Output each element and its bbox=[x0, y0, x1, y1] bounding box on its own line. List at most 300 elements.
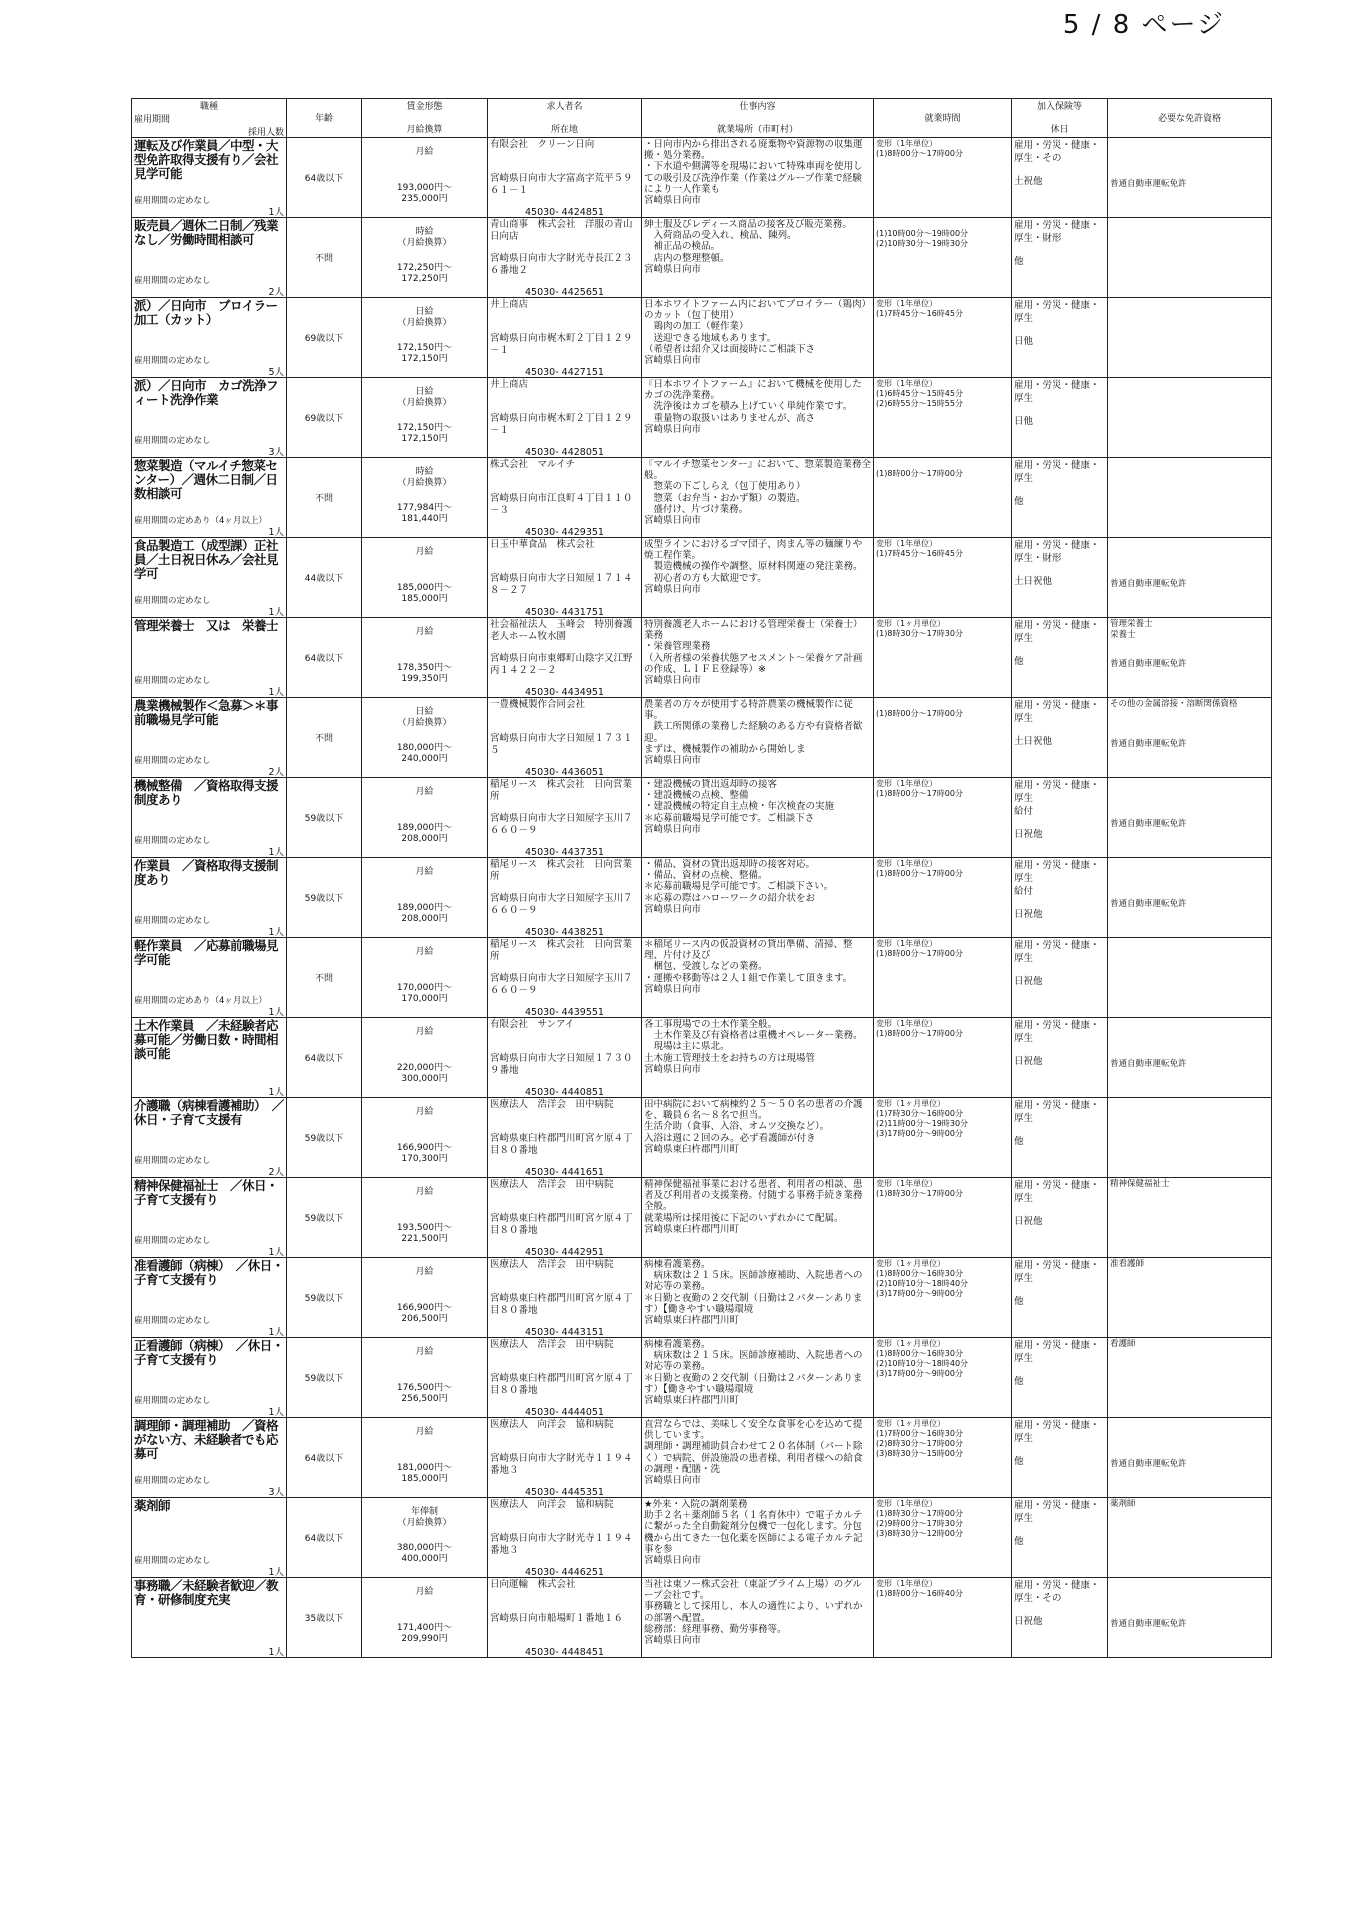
occupation-cell bbox=[132, 1338, 287, 1418]
job-code: 45030- 4442951 bbox=[525, 1246, 604, 1258]
employer-cell bbox=[488, 938, 642, 1018]
employment-period: 雇用期間の定めなし bbox=[134, 196, 211, 206]
header-hours: 就業時間 bbox=[874, 99, 1012, 138]
employer-address: 宮崎県日向市船場町１番地１６ bbox=[490, 1613, 624, 1624]
occupation-cell bbox=[132, 618, 287, 698]
insurance-list: 雇用・労災・健康・厚生 bbox=[1014, 1020, 1100, 1044]
work-hours: (1)10時00分～19時00分 (2)10時30分～19時30分 bbox=[876, 229, 969, 248]
license-cell bbox=[1108, 778, 1272, 858]
hire-count: 2人 bbox=[268, 287, 284, 298]
job-title: 精神保健福祉士 ／休日・子育て支援有り bbox=[134, 1178, 279, 1207]
job-title: 農業機械製作＜急募＞＊事前職場見学可能 bbox=[134, 698, 279, 727]
hours-cell bbox=[874, 458, 1012, 538]
age-cell: 不問 bbox=[287, 698, 362, 778]
hire-count: 1人 bbox=[268, 847, 284, 858]
wage-range: 380,000円～ 400,000円 bbox=[396, 1543, 453, 1564]
required-license: 普通自動車運転免許 bbox=[1110, 739, 1187, 749]
employer-name: 社会福祉法人 玉峰会 特別養護老人ホーム牧水園 bbox=[490, 619, 633, 642]
table-row bbox=[132, 698, 1272, 778]
hours-cell bbox=[874, 538, 1012, 618]
work-hours: 変形（1年単位） (1)8時00分～17時00分 bbox=[876, 779, 963, 798]
table-row bbox=[132, 538, 1272, 618]
insurance-cell bbox=[1012, 1178, 1108, 1258]
required-license-top: 准看護師 bbox=[1110, 1259, 1145, 1269]
hire-count: 1人 bbox=[268, 1007, 284, 1018]
age-cell: 64歳以下 bbox=[287, 138, 362, 218]
job-title: 惣菜製造（マルイチ惣菜センター）／週休二日制／日数相談可 bbox=[134, 458, 278, 501]
wage-type: 月給 bbox=[415, 1347, 434, 1357]
wage-cell bbox=[362, 1578, 488, 1658]
job-code: 45030- 4440851 bbox=[525, 1086, 604, 1098]
holidays: 日祝他 bbox=[1014, 1216, 1043, 1227]
employer-name: 有限会社 サンアイ bbox=[490, 1019, 575, 1030]
header-occupation: 職種 雇用期間 採用人数 bbox=[132, 99, 287, 138]
job-duties: ＊稲尾リース内の仮設資材の貸出準備、清掃、整理、片付け及び 梱包、受渡しなどの業務。 ・運搬や移動等は２人１組で作業して頂きます。 宮崎県日向市 bbox=[644, 939, 853, 995]
employer-name: 医療法人 浩洋会 田中病院 bbox=[490, 1259, 614, 1270]
age-cell: 不問 bbox=[287, 458, 362, 538]
required-license-top: その他の金属溶接・溶断関係資格 bbox=[1110, 699, 1238, 709]
occupation-cell bbox=[132, 1258, 287, 1338]
duties-cell bbox=[642, 1098, 874, 1178]
duties-cell bbox=[642, 778, 874, 858]
required-license: 普通自動車運転免許 bbox=[1110, 1059, 1187, 1069]
table-row bbox=[132, 1338, 1272, 1418]
hire-count: 1人 bbox=[268, 207, 284, 218]
hours-cell bbox=[874, 1498, 1012, 1578]
table-row bbox=[132, 1098, 1272, 1178]
wage-type: 日給 （月給換算） bbox=[397, 387, 452, 408]
employer-cell bbox=[488, 1178, 642, 1258]
job-duties: 『マルイチ惣菜センター』において、惣菜製造業務全般。 惣菜の下ごしらえ（包丁使用あり） 惣菜（お弁当・おかず類）の製造。 盛付け、片づけ業務。 宮崎県日向市 bbox=[644, 459, 871, 527]
job-title: 事務職／未経験者歓迎／教育・研修制度充実 bbox=[134, 1578, 279, 1607]
hire-count: 1人 bbox=[268, 527, 284, 538]
holidays: 他 bbox=[1014, 496, 1024, 507]
holidays: 土日祝他 bbox=[1014, 736, 1053, 747]
table-row bbox=[132, 778, 1272, 858]
duties-cell bbox=[642, 618, 874, 698]
insurance-list: 雇用・労災・健康・厚生 bbox=[1014, 460, 1100, 484]
work-hours: 変形（1年単位） (1)6時45分～15時45分 (2)6時55分～15時55分 bbox=[876, 379, 963, 408]
hours-cell bbox=[874, 1578, 1012, 1658]
wage-type: 月給 bbox=[415, 787, 434, 797]
hire-count: 1人 bbox=[268, 1327, 284, 1338]
license-cell bbox=[1108, 218, 1272, 298]
employer-cell bbox=[488, 1338, 642, 1418]
wage-cell bbox=[362, 458, 488, 538]
hours-cell bbox=[874, 778, 1012, 858]
insurance-list: 雇用・労災・健康・厚生 bbox=[1014, 300, 1100, 324]
job-title: 機械整備 ／資格取得支援制度あり bbox=[134, 778, 279, 807]
wage-type: 月給 bbox=[415, 1587, 434, 1597]
duties-cell bbox=[642, 458, 874, 538]
duties-cell bbox=[642, 698, 874, 778]
employment-period: 雇用期間の定めなし bbox=[134, 916, 211, 926]
header-employer: 求人者名 所在地 bbox=[488, 99, 642, 138]
job-duties: 農業者の方々が使用する特許農業の機械製作に従事。 鉄工所関係の業務した経験のある方や有資格者歓迎。 まずは、機械製作の補助から開始しま 宮崎県日向市 bbox=[644, 699, 863, 767]
work-hours: 変形（1年単位） (1)8時30分～17時00分 bbox=[876, 1179, 963, 1198]
job-code: 45030- 4431751 bbox=[525, 606, 604, 618]
required-license-top: 精神保健福祉士 bbox=[1110, 1179, 1170, 1189]
job-code: 45030- 4448451 bbox=[525, 1646, 604, 1658]
wage-cell bbox=[362, 298, 488, 378]
insurance-cell bbox=[1012, 1498, 1108, 1578]
employment-period: 雇用期間の定めあり（4ヶ月以上） bbox=[134, 516, 267, 526]
table-row bbox=[132, 938, 1272, 1018]
header-duties: 仕事内容 就業場所（市町村） bbox=[642, 99, 874, 138]
employer-cell bbox=[488, 1418, 642, 1498]
duties-cell bbox=[642, 858, 874, 938]
job-code: 45030- 4443151 bbox=[525, 1326, 604, 1338]
occupation-cell bbox=[132, 698, 287, 778]
wage-range: 193,000円～ 235,000円 bbox=[396, 183, 453, 204]
job-title: 正看護師（病棟） ／休日・子育て支援有り bbox=[134, 1338, 284, 1367]
job-duties: 成型ラインにおけるゴマ団子、肉まん等の麺練りや焼工程作業。 製造機械の操作や調整、原材料関連の発注業務。 初心者の方も大歓迎です。 宮崎県日向市 bbox=[644, 539, 863, 595]
table-row bbox=[132, 298, 1272, 378]
job-duties: 各工事現場での土木作業全般。 土木作業及び有資格者は重機オペレーター業務。 現場は主に県北。 土木施工管理技士をお持ちの方は現場管 宮崎県日向市 bbox=[644, 1019, 863, 1075]
employer-address: 宮崎県東臼杵郡門川町宮ケ原４丁目８０番地 bbox=[490, 1373, 633, 1396]
job-code: 45030- 4439551 bbox=[525, 1006, 604, 1018]
wage-range: 172,150円～ 172,150円 bbox=[396, 423, 453, 444]
age-cell: 64歳以下 bbox=[287, 1498, 362, 1578]
work-hours: 変形（1年単位） (1)8時00分～17時00分 bbox=[876, 139, 963, 158]
wage-range: 178,350円～ 199,350円 bbox=[396, 663, 453, 684]
job-title: 作業員 ／資格取得支援制度あり bbox=[134, 858, 279, 887]
insurance-cell bbox=[1012, 1258, 1108, 1338]
wage-type: 年俸制 （月給換算） bbox=[397, 1507, 452, 1528]
work-hours: 変形（1年単位） (1)8時00分～17時00分 bbox=[876, 1019, 963, 1038]
wage-cell bbox=[362, 698, 488, 778]
employer-address: 宮崎県日向市大字日知屋１７３０９番地 bbox=[490, 1053, 633, 1076]
job-title: 軽作業員 ／応募前職場見学可能 bbox=[134, 938, 279, 967]
job-title: 薬剤師 bbox=[134, 1498, 171, 1513]
occupation-cell bbox=[132, 1098, 287, 1178]
work-hours: 変形（1ヶ月単位） (1)8時00分～16時30分 (2)10時10分～18時40分 (3)17時00分～9時00分 bbox=[876, 1259, 969, 1298]
work-hours: 変形（1ヶ月単位） (1)7時00分～16時30分 (2)8時30分～17時00分 (3)8時30分～15時00分 bbox=[876, 1419, 963, 1458]
table-row bbox=[132, 1578, 1272, 1658]
employment-period: 雇用期間の定めなし bbox=[134, 836, 211, 846]
hire-count: 1人 bbox=[268, 1087, 284, 1098]
employer-cell bbox=[488, 458, 642, 538]
job-code: 45030- 4446251 bbox=[525, 1566, 604, 1578]
occupation-cell bbox=[132, 1578, 287, 1658]
insurance-cell bbox=[1012, 1578, 1108, 1658]
occupation-cell bbox=[132, 1178, 287, 1258]
occupation-cell bbox=[132, 1018, 287, 1098]
employer-cell bbox=[488, 618, 642, 698]
wage-type: 月給 bbox=[415, 547, 434, 557]
duties-cell bbox=[642, 1018, 874, 1098]
insurance-list: 雇用・労災・健康・厚生 bbox=[1014, 620, 1100, 644]
duties-cell bbox=[642, 938, 874, 1018]
employer-name: 医療法人 浩洋会 田中病院 bbox=[490, 1339, 614, 1350]
wage-type: 日給 （月給換算） bbox=[397, 307, 452, 328]
insurance-cell bbox=[1012, 698, 1108, 778]
insurance-list: 雇用・労災・健康・厚生・財形 bbox=[1014, 540, 1100, 564]
occupation-cell bbox=[132, 858, 287, 938]
holidays: 他 bbox=[1014, 1136, 1024, 1147]
header-license: 必要な免許資格 bbox=[1108, 99, 1272, 138]
wage-range: 172,250円～ 172,250円 bbox=[396, 263, 453, 284]
hours-cell bbox=[874, 938, 1012, 1018]
hours-cell bbox=[874, 618, 1012, 698]
holidays: 日祝他 bbox=[1014, 1616, 1043, 1627]
job-listing-table bbox=[131, 98, 1272, 1658]
age-cell: 44歳以下 bbox=[287, 538, 362, 618]
table-row bbox=[132, 1018, 1272, 1098]
employment-period: 雇用期間の定めなし bbox=[134, 1316, 211, 1326]
employer-cell bbox=[488, 298, 642, 378]
employer-address: 宮崎県日向市東郷町山陰字又江野丙１４２２－２ bbox=[490, 653, 633, 676]
wage-cell bbox=[362, 1338, 488, 1418]
employer-cell bbox=[488, 538, 642, 618]
employer-address: 宮崎県日向市大字日知屋字玉川７６６０－９ bbox=[490, 893, 633, 916]
wage-cell bbox=[362, 938, 488, 1018]
wage-type: 月給 bbox=[415, 1107, 434, 1117]
occupation-cell bbox=[132, 298, 287, 378]
hire-count: 5人 bbox=[268, 367, 284, 378]
job-title: 運転及び作業員／中型・大型免許取得支援有り／会社見学可能 bbox=[134, 138, 279, 181]
job-duties: ★外来・入院の調剤業務 助手２名＋薬剤師５名（１名育休中）で電子カルテに繋がった全自動錠剤分包機で一包化します。分包機から出てきた一包化薬を医師による電子カルテ記事を参 宮崎県日向市 bbox=[644, 1499, 863, 1567]
employer-address: 宮崎県日向市大字富高字荒平５９６１－１ bbox=[490, 173, 633, 196]
employer-name: 日玉中華食品 株式会社 bbox=[490, 539, 595, 550]
wage-cell bbox=[362, 1258, 488, 1338]
insurance-list: 雇用・労災・健康・厚生 bbox=[1014, 1340, 1100, 1364]
employer-address: 宮崎県日向市大字日知屋１７１４８－２７ bbox=[490, 573, 633, 596]
employer-name: 医療法人 向洋会 協和病院 bbox=[490, 1499, 614, 1510]
required-license: 普通自動車運転免許 bbox=[1110, 579, 1187, 589]
hire-count: 1人 bbox=[268, 1247, 284, 1258]
license-cell bbox=[1108, 298, 1272, 378]
occupation-cell bbox=[132, 138, 287, 218]
table-row bbox=[132, 1178, 1272, 1258]
holidays: 他 bbox=[1014, 1376, 1024, 1387]
occupation-cell bbox=[132, 378, 287, 458]
hire-count: 1人 bbox=[268, 607, 284, 618]
header-age: 年齢 bbox=[287, 99, 362, 138]
wage-cell bbox=[362, 1418, 488, 1498]
insurance-list: 雇用・労災・健康・厚生・財形 bbox=[1014, 220, 1100, 244]
holidays: 他 bbox=[1014, 256, 1024, 267]
header-insurance: 加入保険等 休日 bbox=[1012, 99, 1108, 138]
age-cell: 不問 bbox=[287, 938, 362, 1018]
wage-type: 時給 （月給換算） bbox=[397, 227, 452, 248]
license-cell bbox=[1108, 1418, 1272, 1498]
job-title: 食品製造工（成型課）正社員／土日祝日休み／会社見学可 bbox=[134, 538, 279, 581]
wage-cell bbox=[362, 778, 488, 858]
wage-range: 189,000円～ 208,000円 bbox=[396, 903, 453, 924]
employer-address: 宮崎県日向市大字日知屋字玉川７６６０－９ bbox=[490, 813, 633, 836]
required-license: 普通自動車運転免許 bbox=[1110, 1459, 1187, 1469]
employer-name: 一豊機械製作合同会社 bbox=[490, 699, 586, 710]
wage-type: 月給 bbox=[415, 1427, 434, 1437]
employer-cell bbox=[488, 1578, 642, 1658]
insurance-list: 雇用・労災・健康・厚生 bbox=[1014, 700, 1100, 724]
license-cell bbox=[1108, 378, 1272, 458]
employer-name: 稲尾リース 株式会社 日向営業所 bbox=[490, 779, 633, 802]
required-license-top: 薬剤師 bbox=[1110, 1499, 1136, 1509]
job-code: 45030- 4438251 bbox=[525, 926, 604, 938]
insurance-cell bbox=[1012, 378, 1108, 458]
occupation-cell bbox=[132, 538, 287, 618]
employment-period: 雇用期間の定めなし bbox=[134, 756, 211, 766]
employer-cell bbox=[488, 378, 642, 458]
license-cell bbox=[1108, 1098, 1272, 1178]
employer-address: 宮崎県日向市梶木町２丁目１２９－１ bbox=[490, 413, 633, 436]
work-hours: (1)8時00分～17時00分 bbox=[876, 709, 963, 718]
holidays: 日祝他 bbox=[1014, 909, 1043, 920]
employer-name: 株式会社 マルイチ bbox=[490, 459, 576, 470]
table-row bbox=[132, 1418, 1272, 1498]
employment-period: 雇用期間の定めあり（4ヶ月以上） bbox=[134, 996, 267, 1006]
wage-type: 月給 bbox=[415, 147, 434, 157]
holidays: 日祝他 bbox=[1014, 1056, 1043, 1067]
employer-address: 宮崎県日向市大字日知屋１７３１５ bbox=[490, 733, 633, 756]
employment-period: 雇用期間の定めなし bbox=[134, 1476, 211, 1486]
job-title: 介護職（病棟看護補助） ／休日・子育て支援有 bbox=[134, 1098, 284, 1127]
employer-address: 宮崎県日向市大字日知屋字玉川７６６０－９ bbox=[490, 973, 633, 996]
wage-type: 月給 bbox=[415, 627, 434, 637]
job-title: 派）／日向市 ブロイラー加工（カット） bbox=[134, 298, 278, 327]
job-code: 45030- 4425651 bbox=[525, 286, 604, 298]
insurance-cell bbox=[1012, 778, 1108, 858]
employer-address: 宮崎県東臼杵郡門川町宮ケ原４丁目８０番地 bbox=[490, 1213, 633, 1236]
duties-cell bbox=[642, 1178, 874, 1258]
employment-period: 雇用期間の定めなし bbox=[134, 356, 211, 366]
license-cell bbox=[1108, 858, 1272, 938]
employer-cell bbox=[488, 858, 642, 938]
job-title: 調理師・調理補助 ／資格がない方、未経験者でも応募可 bbox=[134, 1418, 279, 1461]
job-duties: 直営ならでは、美味しく安全な食事を心を込めて提供しています。 調理師・調理補助員合わせて２０名体制（パート除く）で病院、併設施設の患者様、利用者様への給食の調理・配膳・洗 宮崎県日向市 bbox=[644, 1419, 863, 1487]
duties-cell bbox=[642, 1498, 874, 1578]
work-hours: 変形（1年単位） (1)8時00分～17時00分 bbox=[876, 939, 963, 958]
insurance-list: 雇用・労災・健康・厚生・その bbox=[1014, 140, 1100, 164]
age-cell: 69歳以下 bbox=[287, 378, 362, 458]
insurance-list: 雇用・労災・健康・厚生 bbox=[1014, 1100, 1100, 1124]
work-hours: (1)8時00分～17時00分 bbox=[876, 469, 963, 478]
employment-period: 雇用期間の定めなし bbox=[134, 1236, 211, 1246]
work-hours: 変形（1年単位） (1)7時45分～16時45分 bbox=[876, 539, 963, 558]
required-license: 普通自動車運転免許 bbox=[1110, 819, 1187, 829]
wage-cell bbox=[362, 538, 488, 618]
employment-period: 雇用期間の定めなし bbox=[134, 596, 211, 606]
insurance-list: 雇用・労災・健康・厚生・その bbox=[1014, 1580, 1100, 1604]
job-code: 45030- 4444051 bbox=[525, 1406, 604, 1418]
age-cell: 59歳以下 bbox=[287, 1258, 362, 1338]
license-cell bbox=[1108, 1258, 1272, 1338]
job-duties: 特別養護老人ホームにおける管理栄養士（栄養士）業務 ・栄養管理業務 （入所者様の栄養状態アセスメント～栄養ケア計画の作成、ＬＩＦＥ登録等）※ 宮崎県日向市 bbox=[644, 619, 863, 687]
age-cell: 59歳以下 bbox=[287, 858, 362, 938]
holidays: 土日祝他 bbox=[1014, 576, 1053, 587]
license-cell bbox=[1108, 1578, 1272, 1658]
employer-address: 宮崎県日向市梶木町２丁目１２９－１ bbox=[490, 333, 633, 356]
hours-cell bbox=[874, 1258, 1012, 1338]
employer-address: 宮崎県東臼杵郡門川町宮ケ原４丁目８０番地 bbox=[490, 1133, 633, 1156]
employment-period: 雇用期間の定めなし bbox=[134, 1156, 211, 1166]
wage-range: 170,000円～ 170,000円 bbox=[396, 983, 453, 1004]
employer-cell bbox=[488, 218, 642, 298]
hours-cell bbox=[874, 298, 1012, 378]
job-duties: ・日向市内から排出される廃棄物や資源物の収集運搬・処分業務。 ・下水道や側溝等を現場において特殊車両を使用しての吸引及び洗浄作業（作業はグループ作業で経験により一人作業も 宮崎県日向市 bbox=[644, 139, 863, 207]
employer-address: 宮崎県日向市大字財光寺長江２３６番地２ bbox=[490, 253, 633, 276]
employer-name: 稲尾リース 株式会社 日向営業所 bbox=[490, 939, 633, 962]
holidays: 他 bbox=[1014, 1456, 1024, 1467]
wage-range: 166,900円～ 206,500円 bbox=[396, 1303, 453, 1324]
insurance-cell bbox=[1012, 1418, 1108, 1498]
hire-count: 1人 bbox=[268, 687, 284, 698]
employer-name: 医療法人 向洋会 協和病院 bbox=[490, 1419, 614, 1430]
age-cell: 64歳以下 bbox=[287, 1018, 362, 1098]
insurance-cell bbox=[1012, 938, 1108, 1018]
insurance-list: 雇用・労災・健康・厚生 bbox=[1014, 1500, 1100, 1524]
age-cell: 59歳以下 bbox=[287, 778, 362, 858]
hire-count: 3人 bbox=[268, 1487, 284, 1498]
employer-address: 宮崎県日向市江良町４丁目１１０－３ bbox=[490, 493, 633, 516]
employer-name: 医療法人 浩洋会 田中病院 bbox=[490, 1179, 614, 1190]
hire-count: 1人 bbox=[268, 1407, 284, 1418]
license-cell bbox=[1108, 538, 1272, 618]
job-duties: 田中病院において病棟約２５～５０名の患者の介護を、職員６名～８名で担当。 生活介助（食事、入浴、オムツ交換など）。 入浴は週に２回のみ。必ず看護師が付き 宮崎県東臼杵郡門川町 bbox=[644, 1099, 863, 1155]
employer-name: 井上商店 bbox=[490, 379, 529, 390]
age-cell: 64歳以下 bbox=[287, 618, 362, 698]
holidays: 他 bbox=[1014, 1296, 1024, 1307]
insurance-cell bbox=[1012, 138, 1108, 218]
wage-range: 171,400円～ 209,990円 bbox=[396, 1623, 453, 1644]
wage-cell bbox=[362, 378, 488, 458]
occupation-cell bbox=[132, 1498, 287, 1578]
insurance-cell bbox=[1012, 218, 1108, 298]
wage-type: 時給 （月給換算） bbox=[397, 467, 452, 488]
employer-cell bbox=[488, 698, 642, 778]
license-cell bbox=[1108, 1338, 1272, 1418]
job-code: 45030- 4437351 bbox=[525, 846, 604, 858]
hire-count: 1人 bbox=[268, 1567, 284, 1578]
wage-type: 日給 （月給換算） bbox=[397, 707, 452, 728]
insurance-list: 雇用・労災・健康・厚生 bbox=[1014, 940, 1100, 964]
work-hours: 変形（1ヶ月単位） (1)8時30分～17時30分 bbox=[876, 619, 963, 638]
age-cell: 35歳以下 bbox=[287, 1578, 362, 1658]
employer-name: 医療法人 浩洋会 田中病院 bbox=[490, 1099, 614, 1110]
required-license-top: 看護師 bbox=[1110, 1339, 1136, 1349]
work-hours: 変形（1年単位） (1)8時00分～16時40分 bbox=[876, 1579, 963, 1598]
table-row bbox=[132, 138, 1272, 218]
occupation-cell bbox=[132, 938, 287, 1018]
wage-cell bbox=[362, 138, 488, 218]
job-title: 管理栄養士 又は 栄養士 bbox=[134, 618, 279, 633]
table-row bbox=[132, 378, 1272, 458]
occupation-cell bbox=[132, 458, 287, 538]
wage-cell bbox=[362, 858, 488, 938]
insurance-list: 雇用・労災・健康・厚生 bbox=[1014, 380, 1100, 404]
insurance-cell bbox=[1012, 458, 1108, 538]
wage-type: 月給 bbox=[415, 867, 434, 877]
duties-cell bbox=[642, 1258, 874, 1338]
duties-cell bbox=[642, 538, 874, 618]
hours-cell bbox=[874, 378, 1012, 458]
holidays: 日他 bbox=[1014, 416, 1034, 427]
insurance-cell bbox=[1012, 618, 1108, 698]
employment-period: 雇用期間の定めなし bbox=[134, 436, 211, 446]
age-cell: 69歳以下 bbox=[287, 298, 362, 378]
job-duties: 病棟看護業務。 病床数は２１５床。医師診療補助、入院患者への対応等の業務。 ＊日勤と夜勤の２交代制（日勤は２パターンあります）【働きやすい職場環境 宮崎県東臼杵郡門川町 bbox=[644, 1259, 863, 1327]
insurance-cell bbox=[1012, 1018, 1108, 1098]
table-row bbox=[132, 1498, 1272, 1578]
occupation-cell bbox=[132, 778, 287, 858]
table-row bbox=[132, 858, 1272, 938]
wage-range: 172,150円～ 172,150円 bbox=[396, 343, 453, 364]
license-cell bbox=[1108, 1178, 1272, 1258]
insurance-cell bbox=[1012, 1098, 1108, 1178]
insurance-cell bbox=[1012, 858, 1108, 938]
